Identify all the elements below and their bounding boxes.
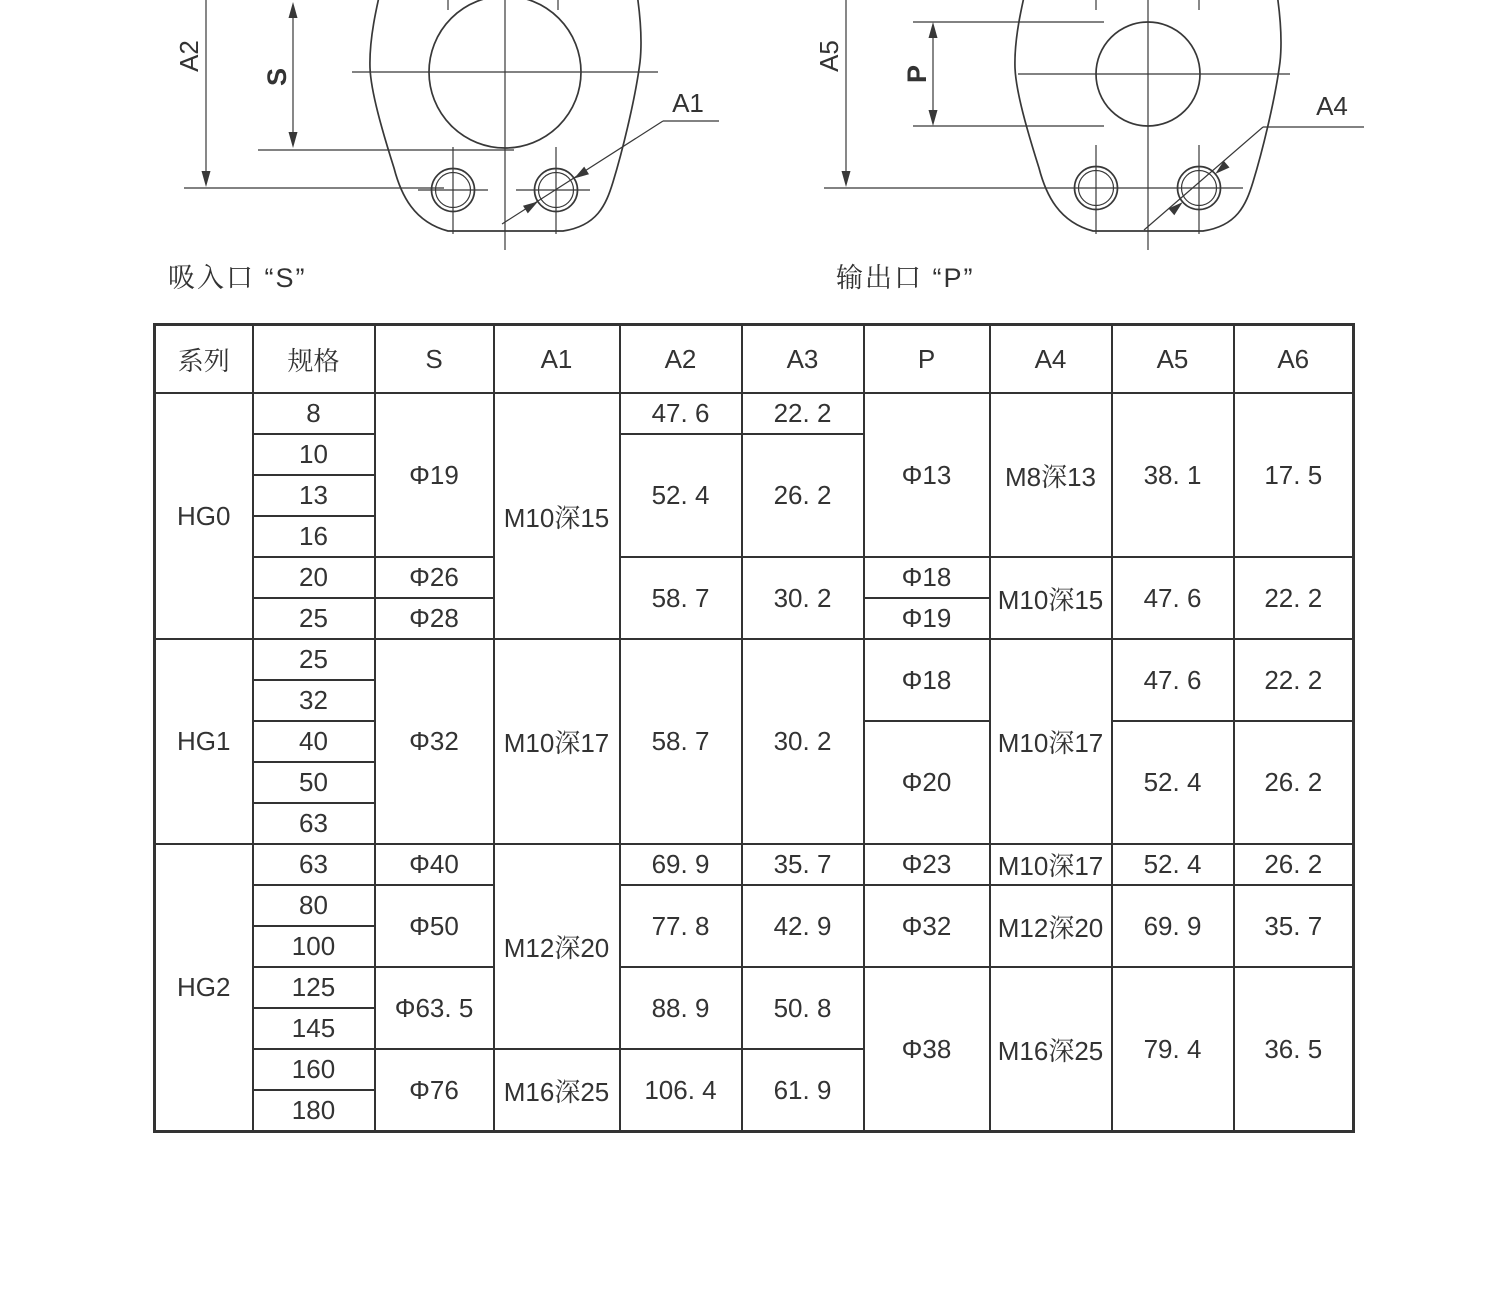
table-cell: 52. 4 (1112, 721, 1234, 844)
table-cell: M10深17 (990, 639, 1112, 844)
a2-label: A2 (173, 40, 204, 72)
table-cell: 50 (253, 762, 375, 803)
table-cell: 35. 7 (1234, 885, 1354, 967)
table-cell: 69. 9 (620, 844, 742, 885)
table-cell: M16深25 (494, 1049, 620, 1132)
table-cell: Φ23 (864, 844, 990, 885)
table-cell: Φ38 (864, 967, 990, 1132)
table-cell: Φ50 (375, 885, 494, 967)
table-cell: 22. 2 (1234, 557, 1354, 639)
column-header: P (864, 325, 990, 394)
table-cell: 30. 2 (742, 639, 864, 844)
table-row (155, 393, 1354, 434)
table-cell: 25 (253, 598, 375, 639)
column-header: A4 (990, 325, 1112, 394)
table-cell: 22. 2 (742, 393, 864, 434)
table-cell: 47. 6 (620, 393, 742, 434)
column-header: A3 (742, 325, 864, 394)
s-arrow-up-icon (289, 2, 298, 18)
table-cell: HG2 (155, 844, 253, 1132)
table-row (155, 844, 1354, 885)
table-cell: Φ18 (864, 557, 990, 598)
table-cell: 35. 7 (742, 844, 864, 885)
table-cell: Φ13 (864, 393, 990, 557)
table-row (155, 639, 1354, 680)
s-arrow-down-icon (289, 132, 298, 148)
p-arrow-down-icon (929, 110, 938, 126)
suction-port-caption: 吸入口 “S” (168, 263, 307, 293)
table-cell: 30. 2 (742, 557, 864, 639)
table-cell: 58. 7 (620, 557, 742, 639)
table-cell: Φ63. 5 (375, 967, 494, 1049)
p-arrow-up-icon (929, 22, 938, 38)
column-header: 系列 (155, 325, 253, 394)
a2-arrow-icon (202, 171, 211, 187)
output-port-caption: 输出口 “P” (836, 263, 975, 293)
a1-arrow-icon (523, 202, 538, 214)
suction-port-drawing (150, 0, 750, 252)
table-cell: Φ26 (375, 557, 494, 598)
table-cell: Φ76 (375, 1049, 494, 1132)
table-cell: Φ28 (375, 598, 494, 639)
table-cell: 88. 9 (620, 967, 742, 1049)
table-cell: 16 (253, 516, 375, 557)
table-cell: M16深25 (990, 967, 1112, 1132)
table-cell: 63 (253, 803, 375, 844)
table-cell: 63 (253, 844, 375, 885)
table-cell: 26. 2 (1234, 721, 1354, 844)
column-header: 规格 (253, 325, 375, 394)
table-cell: 8 (253, 393, 375, 434)
table-cell: 26. 2 (742, 434, 864, 557)
table-cell: 47. 6 (1112, 639, 1234, 721)
table-cell: 26. 2 (1234, 844, 1354, 885)
table-cell: 77. 8 (620, 885, 742, 967)
column-header: A2 (620, 325, 742, 394)
p-label: P (902, 64, 933, 84)
table-cell: 69. 9 (1112, 885, 1234, 967)
table-cell: 47. 6 (1112, 557, 1234, 639)
table-cell: 100 (253, 926, 375, 967)
table-cell: M12深20 (494, 844, 620, 1049)
table-cell: M10深17 (494, 639, 620, 844)
a4-leader-line (1144, 127, 1263, 230)
table-cell: HG0 (155, 393, 253, 639)
table-cell: Φ20 (864, 721, 990, 844)
table-cell: 40 (253, 721, 375, 762)
table-cell: 20 (253, 557, 375, 598)
a1-arrow-icon (574, 167, 589, 179)
table-cell: HG1 (155, 639, 253, 844)
table-cell: M8深13 (990, 393, 1112, 557)
table-cell: 79. 4 (1112, 967, 1234, 1132)
table-cell: 36. 5 (1234, 967, 1354, 1132)
table-cell: 106. 4 (620, 1049, 742, 1132)
table-cell: 52. 4 (1112, 844, 1234, 885)
a5-label: A5 (813, 40, 844, 72)
table-row (155, 885, 1354, 926)
table-cell: 80 (253, 885, 375, 926)
table-cell: 160 (253, 1049, 375, 1090)
table-cell: M10深17 (990, 844, 1112, 885)
table-cell: 22. 2 (1234, 639, 1354, 721)
table-cell: 145 (253, 1008, 375, 1049)
table-cell: 180 (253, 1090, 375, 1132)
table-cell: M12深20 (990, 885, 1112, 967)
a4-arrow-icon (1169, 202, 1183, 215)
table-cell: 10 (253, 434, 375, 475)
s-label: S (262, 67, 293, 87)
table-cell: 25 (253, 639, 375, 680)
a5-arrow-icon (842, 171, 851, 187)
table-row (155, 557, 1354, 598)
table-cell: M10深15 (990, 557, 1112, 639)
table-cell: 42. 9 (742, 885, 864, 967)
column-header: A1 (494, 325, 620, 394)
table-cell: 125 (253, 967, 375, 1008)
table-cell: M10深15 (494, 393, 620, 639)
table-cell: Φ19 (375, 393, 494, 557)
table-cell: 50. 8 (742, 967, 864, 1049)
table-cell: 52. 4 (620, 434, 742, 557)
column-header: A5 (1112, 325, 1234, 394)
table-row (155, 967, 1354, 1008)
spec-table-header (155, 325, 1354, 394)
table-cell: Φ19 (864, 598, 990, 639)
a1-label: A1 (672, 88, 704, 118)
table-cell: 17. 5 (1234, 393, 1354, 557)
table-cell: 13 (253, 475, 375, 516)
table-cell: 58. 7 (620, 639, 742, 844)
table-cell: 32 (253, 680, 375, 721)
table-cell: Φ18 (864, 639, 990, 721)
table-cell: 38. 1 (1112, 393, 1234, 557)
spec-table (153, 323, 1355, 1133)
spec-table-body (155, 393, 1354, 1132)
header-row (155, 325, 1354, 394)
a4-label: A4 (1316, 91, 1348, 121)
table-cell: Φ32 (375, 639, 494, 844)
output-port-drawing (790, 0, 1410, 252)
column-header: A6 (1234, 325, 1354, 394)
table-cell: 61. 9 (742, 1049, 864, 1132)
column-header: S (375, 325, 494, 394)
table-cell: Φ32 (864, 885, 990, 967)
table-cell: Φ40 (375, 844, 494, 885)
